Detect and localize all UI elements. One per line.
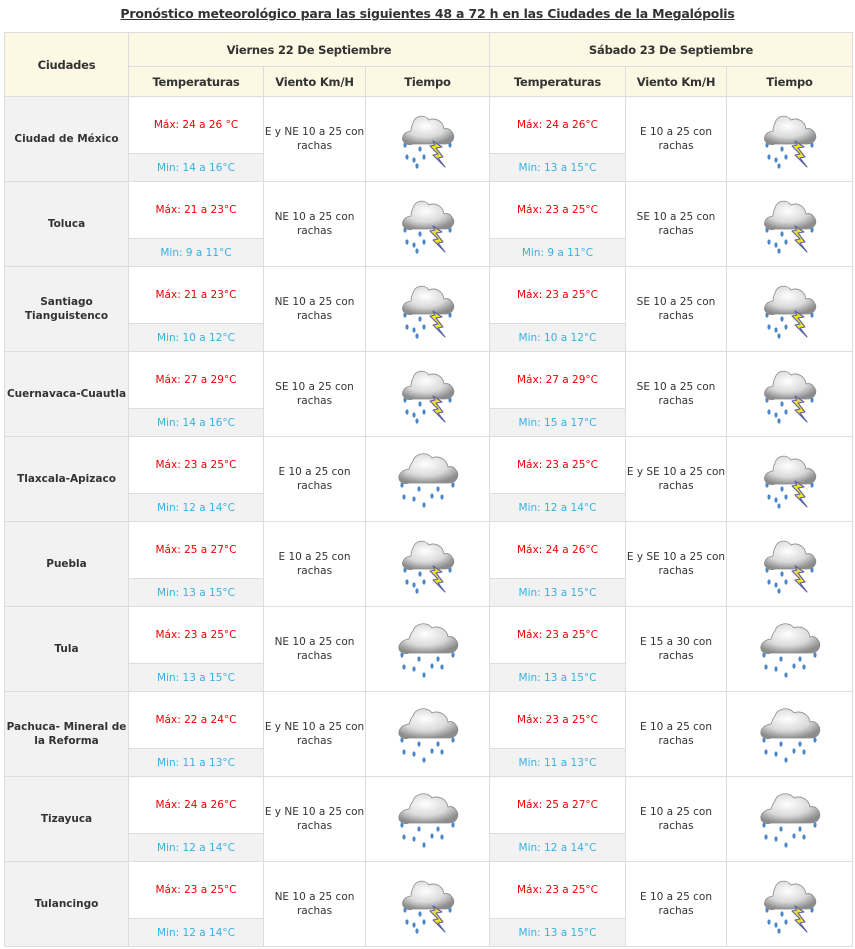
max-temperature-text: Máx: 24 a 26 °C xyxy=(153,119,239,131)
wind-forecast: E y NE 10 a 25 con rachas xyxy=(264,692,366,777)
rain-icon xyxy=(757,700,823,766)
wind-forecast: SE 10 a 25 con rachas xyxy=(626,352,727,437)
weather-cell xyxy=(727,862,853,947)
header-weather-day-2: Tiempo xyxy=(727,67,853,97)
wind-forecast: NE 10 a 25 con rachas xyxy=(264,182,366,267)
wind-forecast: NE 10 a 25 con rachas xyxy=(264,862,366,947)
table-row xyxy=(5,182,853,239)
max-temperature-text: Máx: 24 a 26°C xyxy=(517,119,598,131)
max-temperature-text: Máx: 23 a 25°C xyxy=(155,629,237,641)
city-name: Tlaxcala-Apizaco xyxy=(5,437,129,522)
thunderstorm-rain-icon xyxy=(757,275,823,341)
weather-cell xyxy=(727,267,853,352)
weather-cell xyxy=(727,437,853,522)
min-temperature: Min: 13 a 15°C xyxy=(490,579,626,607)
wind-forecast: E 10 a 25 con rachas xyxy=(626,692,727,777)
max-temperature xyxy=(129,692,264,749)
min-temperature: Min: 15 a 17°C xyxy=(490,409,626,437)
table-row xyxy=(5,862,853,919)
max-temperature xyxy=(129,352,264,409)
thunderstorm-rain-icon xyxy=(395,360,461,426)
header-wind-day-2: Viento Km/H xyxy=(626,67,727,97)
max-temperature-text: Máx: 23 a 25°C xyxy=(517,714,598,726)
max-temperature-text: Máx: 23 a 25°C xyxy=(155,884,237,896)
min-temperature: Min: 10 a 12°C xyxy=(129,324,264,352)
table-row xyxy=(5,352,853,409)
wind-forecast: SE 10 a 25 con rachas xyxy=(626,267,727,352)
max-temperature-text: Máx: 23 a 25°C xyxy=(517,289,598,301)
city-name: Toluca xyxy=(5,182,129,267)
min-temperature: Min: 14 a 16°C xyxy=(129,409,264,437)
max-temperature-text: Máx: 22 a 24°C xyxy=(155,714,237,726)
max-temperature xyxy=(129,522,264,579)
thunderstorm-rain-icon xyxy=(757,870,823,936)
wind-forecast: E y NE 10 a 25 con rachas xyxy=(264,97,366,182)
min-temperature: Min: 12 a 14°C xyxy=(490,834,626,862)
min-temperature: Min: 9 a 11°C xyxy=(129,239,264,267)
table-row xyxy=(5,437,853,494)
header-cities: Ciudades xyxy=(5,33,129,97)
weather-cell xyxy=(727,182,853,267)
rain-icon xyxy=(395,700,461,766)
max-temperature-text: Máx: 23 a 25°C xyxy=(155,459,237,471)
table-row xyxy=(5,522,853,579)
min-temperature: Min: 11 a 13°C xyxy=(490,749,626,777)
max-temperature xyxy=(490,182,626,239)
forecast-table xyxy=(4,32,853,947)
weather-cell xyxy=(366,522,490,607)
min-temperature: Min: 13 a 15°C xyxy=(129,579,264,607)
city-name: Tula xyxy=(5,607,129,692)
max-temperature-text: Máx: 21 a 23°C xyxy=(155,289,237,301)
min-temperature: Min: 12 a 14°C xyxy=(129,494,264,522)
wind-forecast: E y SE 10 a 25 con rachas xyxy=(626,437,727,522)
min-temperature: Min: 12 a 14°C xyxy=(129,834,264,862)
thunderstorm-rain-icon xyxy=(395,190,461,256)
weather-cell xyxy=(727,777,853,862)
max-temperature xyxy=(129,607,264,664)
min-temperature: Min: 12 a 14°C xyxy=(129,919,264,947)
wind-forecast: E 15 a 30 con rachas xyxy=(626,607,727,692)
rain-icon xyxy=(757,785,823,851)
city-name: Cuernavaca-Cuautla xyxy=(5,352,129,437)
max-temperature xyxy=(129,437,264,494)
table-row xyxy=(5,97,853,154)
thunderstorm-rain-icon xyxy=(395,530,461,596)
header-temperatures-day-1: Temperaturas xyxy=(129,67,264,97)
table-row xyxy=(5,607,853,664)
min-temperature: Min: 12 a 14°C xyxy=(490,494,626,522)
max-temperature xyxy=(490,522,626,579)
min-temperature: Min: 13 a 15°C xyxy=(490,919,626,947)
wind-forecast: E 10 a 25 con rachas xyxy=(264,437,366,522)
max-temperature xyxy=(490,862,626,919)
thunderstorm-rain-icon xyxy=(757,105,823,171)
max-temperature xyxy=(490,267,626,324)
weather-cell xyxy=(366,267,490,352)
city-name: Puebla xyxy=(5,522,129,607)
table-row xyxy=(5,267,853,324)
thunderstorm-rain-icon xyxy=(757,360,823,426)
min-temperature: Min: 13 a 15°C xyxy=(490,154,626,182)
max-temperature-text: Máx: 21 a 23°C xyxy=(155,204,237,216)
city-name: Tulancingo xyxy=(5,862,129,947)
city-name: Santiago Tianguistenco xyxy=(5,267,129,352)
weather-cell xyxy=(366,777,490,862)
max-temperature xyxy=(490,97,626,154)
wind-forecast: SE 10 a 25 con rachas xyxy=(264,352,366,437)
max-temperature xyxy=(129,182,264,239)
max-temperature xyxy=(490,777,626,834)
min-temperature: Min: 10 a 12°C xyxy=(490,324,626,352)
thunderstorm-rain-icon xyxy=(757,190,823,256)
header-day-2: Sábado 23 De Septiembre xyxy=(490,33,853,67)
weather-cell xyxy=(366,352,490,437)
min-temperature: Min: 13 a 15°C xyxy=(490,664,626,692)
table-row xyxy=(5,777,853,834)
header-day-1: Viernes 22 De Septiembre xyxy=(129,33,490,67)
weather-cell xyxy=(727,607,853,692)
thunderstorm-rain-icon xyxy=(395,105,461,171)
max-temperature xyxy=(490,437,626,494)
wind-forecast: E 10 a 25 con rachas xyxy=(626,777,727,862)
min-temperature: Min: 11 a 13°C xyxy=(129,749,264,777)
min-temperature: Min: 9 a 11°C xyxy=(490,239,626,267)
rain-icon xyxy=(757,615,823,681)
rain-icon xyxy=(395,785,461,851)
wind-forecast: E 10 a 25 con rachas xyxy=(626,97,727,182)
header-weather-day-1: Tiempo xyxy=(366,67,490,97)
max-temperature xyxy=(129,777,264,834)
weather-cell xyxy=(366,607,490,692)
forecast-body xyxy=(5,97,853,947)
max-temperature xyxy=(490,692,626,749)
max-temperature-text: Máx: 25 a 27°C xyxy=(155,544,237,556)
wind-forecast: E y SE 10 a 25 con rachas xyxy=(626,522,727,607)
thunderstorm-rain-icon xyxy=(395,870,461,936)
weather-cell xyxy=(366,437,490,522)
city-name: Ciudad de México xyxy=(5,97,129,182)
weather-cell xyxy=(366,182,490,267)
thunderstorm-rain-icon xyxy=(395,275,461,341)
min-temperature: Min: 13 a 15°C xyxy=(129,664,264,692)
min-temperature: Min: 14 a 16°C xyxy=(129,154,264,182)
weather-cell xyxy=(727,97,853,182)
max-temperature xyxy=(490,607,626,664)
max-temperature xyxy=(129,267,264,324)
header-temperatures-day-2: Temperaturas xyxy=(490,67,626,97)
table-row xyxy=(5,692,853,749)
wind-forecast: E 10 a 25 con rachas xyxy=(264,522,366,607)
max-temperature-text: Máx: 27 a 29°C xyxy=(517,374,598,386)
wind-forecast: NE 10 a 25 con rachas xyxy=(264,607,366,692)
max-temperature-text: Máx: 23 a 25°C xyxy=(517,884,598,896)
max-temperature-text: Máx: 24 a 26°C xyxy=(517,544,598,556)
city-name: Tizayuca xyxy=(5,777,129,862)
max-temperature xyxy=(490,352,626,409)
weather-cell xyxy=(727,522,853,607)
max-temperature-text: Máx: 25 a 27°C xyxy=(517,799,598,811)
max-temperature-text: Máx: 24 a 26°C xyxy=(155,799,237,811)
city-name: Pachuca- Mineral de la Reforma xyxy=(5,692,129,777)
weather-cell xyxy=(727,352,853,437)
rain-icon xyxy=(395,445,461,511)
max-temperature-text: Máx: 23 a 25°C xyxy=(517,629,598,641)
wind-forecast: E 10 a 25 con rachas xyxy=(626,862,727,947)
rain-icon xyxy=(395,615,461,681)
weather-cell xyxy=(366,692,490,777)
max-temperature xyxy=(129,97,264,154)
header-wind-day-1: Viento Km/H xyxy=(264,67,366,97)
page-title: Pronóstico meteorológico para las siguientes 48 a 72 h en las Ciudades de la Megalópolis xyxy=(120,6,735,21)
max-temperature-text: Máx: 23 a 25°C xyxy=(517,459,598,471)
wind-forecast: NE 10 a 25 con rachas xyxy=(264,267,366,352)
weather-cell xyxy=(366,862,490,947)
thunderstorm-rain-icon xyxy=(757,530,823,596)
thunderstorm-rain-icon xyxy=(757,445,823,511)
max-temperature-text: Máx: 23 a 25°C xyxy=(517,204,598,216)
weather-cell xyxy=(727,692,853,777)
weather-cell xyxy=(366,97,490,182)
max-temperature-text: Máx: 27 a 29°C xyxy=(155,374,237,386)
max-temperature xyxy=(129,862,264,919)
wind-forecast: SE 10 a 25 con rachas xyxy=(626,182,727,267)
wind-forecast: E y NE 10 a 25 con rachas xyxy=(264,777,366,862)
